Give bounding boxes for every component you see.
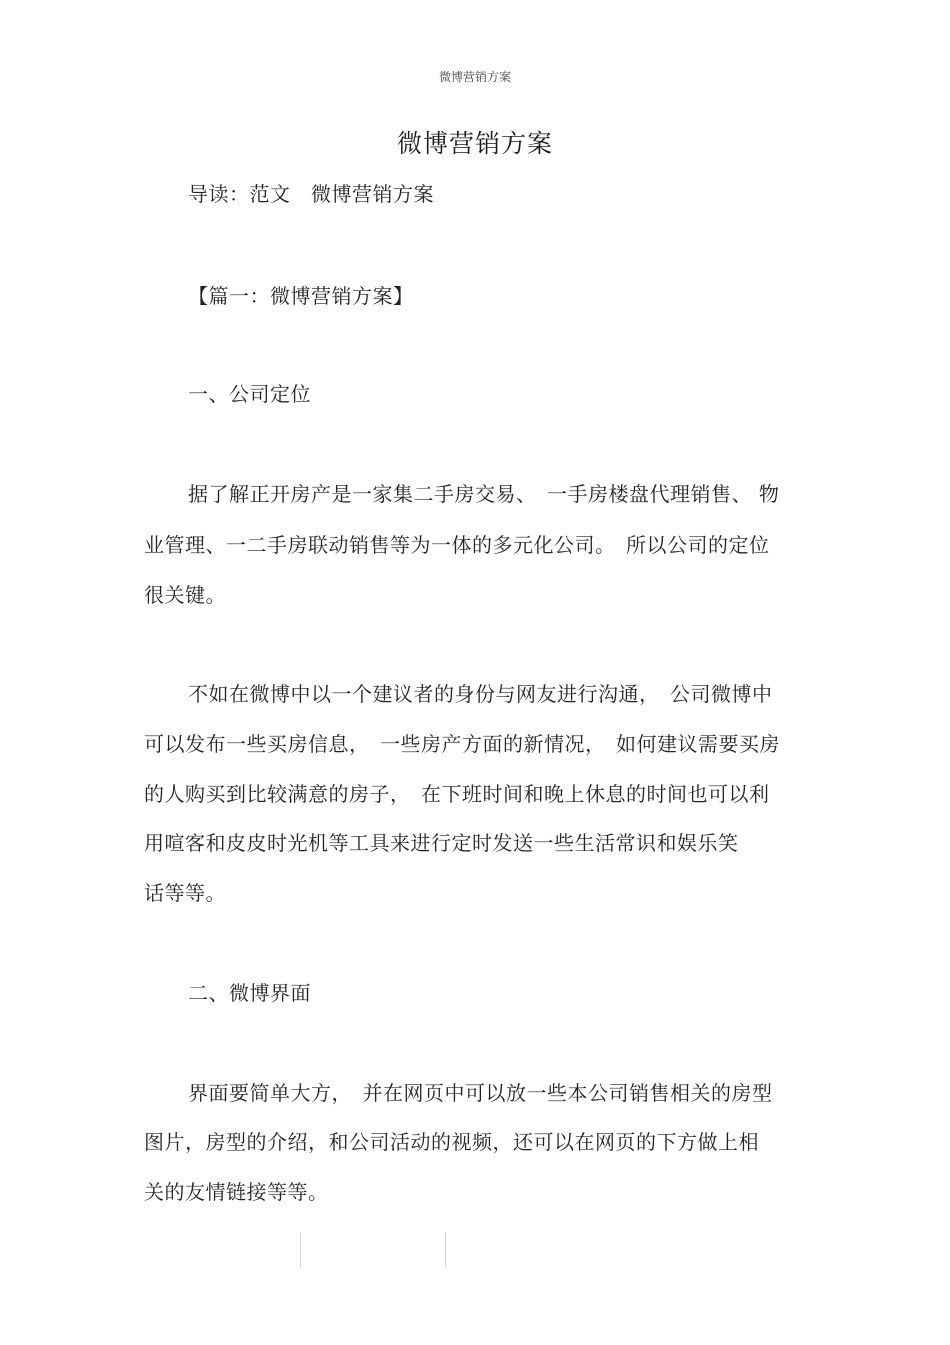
- section-heading-2: 二、微博界面: [188, 981, 311, 1005]
- running-header: 微博营销方案: [438, 70, 511, 84]
- paragraph-line: 用喧客和皮皮时光机等工具来进行定时发送一些生活常识和娱乐笑: [144, 831, 739, 855]
- paragraph-line: 的人购买到比较满意的房子， 在下班时间和晚上休息的时间也可以利: [144, 782, 770, 806]
- page-divider-right: [445, 1232, 446, 1268]
- paragraph-line: 业管理、一二手房联动销售等为一体的多元化公司。 所以公司的定位: [144, 533, 770, 557]
- paragraph-line: 很关键。: [144, 583, 226, 607]
- paragraph-line: 不如在微博中以一个建议者的身份与网友进行沟通， 公司微博中: [188, 682, 773, 706]
- paragraph-line: 话等等。: [144, 881, 226, 905]
- document-title: 微博营销方案: [396, 129, 553, 158]
- paragraph-line: 关的友情链接等等。: [144, 1180, 329, 1204]
- paragraph-line: 界面要简单大方， 并在网页中可以放一些本公司销售相关的房型: [188, 1081, 773, 1105]
- paragraph-line: 可以发布一些买房信息， 一些房产方面的新情况， 如何建议需要买房: [144, 732, 780, 756]
- paragraph-line: 图片，房型的介绍，和公司活动的视频，还可以在网页的下方做上相: [144, 1130, 759, 1154]
- section-heading-1: 一、公司定位: [188, 382, 311, 406]
- part-heading: 【篇一：微博营销方案】: [188, 284, 414, 308]
- lead-line: 导读：范文 微博营销方案: [188, 182, 434, 206]
- page-divider-left: [300, 1232, 301, 1268]
- paragraph-line: 据了解正开房产是一家集二手房交易、 一手房楼盘代理销售、 物: [188, 482, 780, 506]
